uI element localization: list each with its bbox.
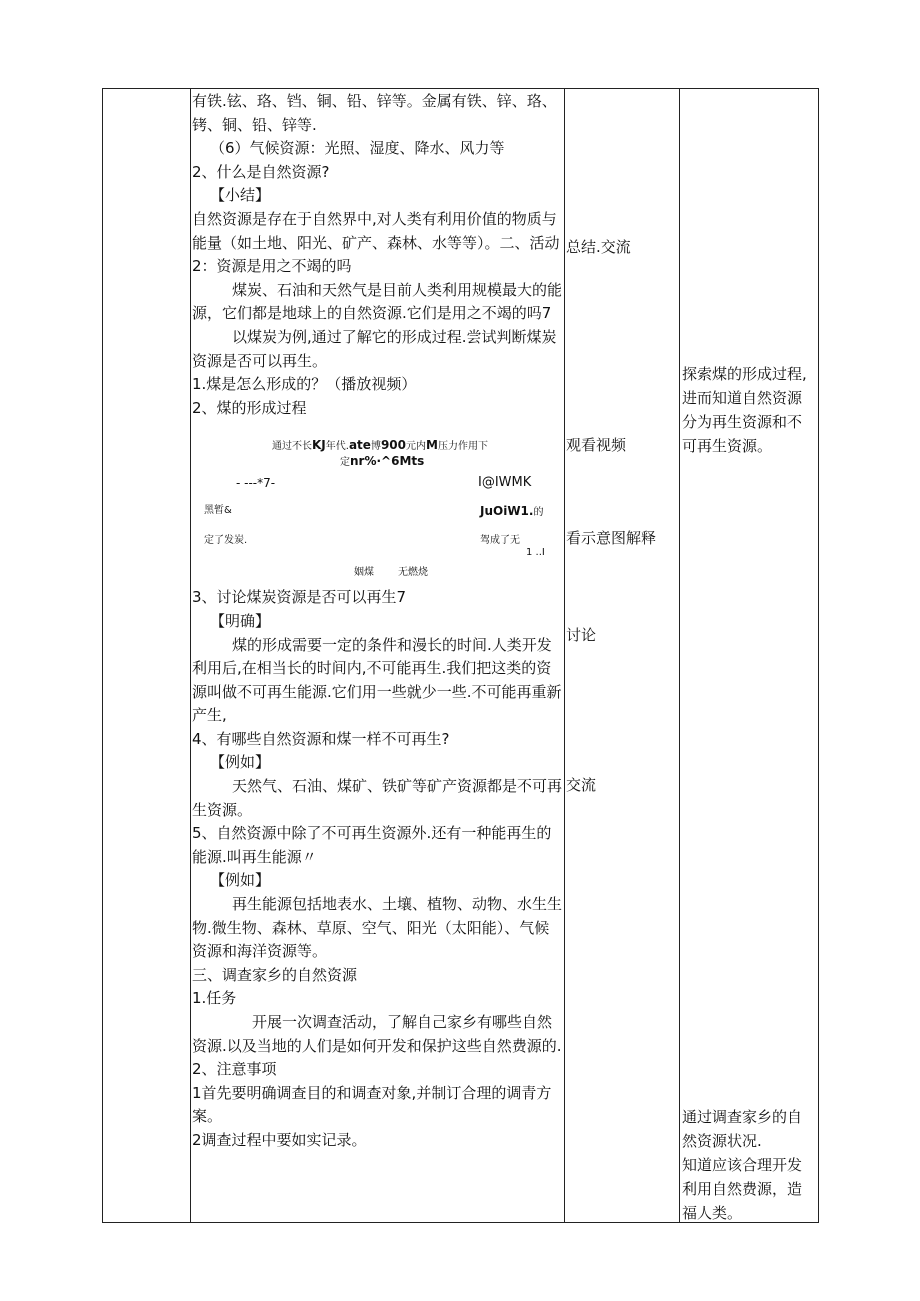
caption-part: 通过不长 bbox=[272, 441, 312, 453]
activity-discussion: 讨论 bbox=[566, 626, 597, 644]
diagram-label-left-1: 黑暂& bbox=[204, 505, 232, 517]
table-border-right bbox=[818, 88, 819, 1223]
metal-list-line-1: 有铁.铉、珞、铛、铜、铅、锌等。金属有铁、锌、珞、 bbox=[192, 92, 557, 110]
caption-part: 元内 bbox=[406, 441, 426, 453]
caption-part: M bbox=[426, 438, 438, 453]
question-nonrenewable-resources: 4、有哪些自然资源和煤一样不可再生? bbox=[192, 729, 450, 748]
summary-text: 自然资源是存在于自然界中,对人类有利用价值的物质与能量（如土地、阳光、矿产、森林、水等等）。二、活动2：资源是用之不竭的吗 bbox=[192, 209, 560, 276]
coal-formation-diagram bbox=[192, 420, 564, 579]
diagram-caption-line-1 bbox=[272, 438, 488, 454]
table-divider-1 bbox=[190, 88, 191, 1223]
task-text: 开展一次调查活动，了解自己家乡有哪些自然资源.以及当地的人们是如何开发和保护这些自然费源的. bbox=[192, 1013, 562, 1055]
caption-part: 博 bbox=[370, 441, 381, 453]
caption-part: nr%·^6Mts bbox=[350, 454, 425, 469]
activity-watch-video: 观看视频 bbox=[566, 436, 627, 454]
note-1: 1首先要明确调查目的和调查对象,并制订合理的调青方案。 bbox=[192, 1083, 552, 1126]
diagram-label-right-1 bbox=[480, 504, 543, 520]
diagram-mark-small: 1 ..I bbox=[526, 547, 545, 559]
note-2: 2调查过程中要如实记录。 bbox=[192, 1130, 367, 1149]
clear-tag: 【明确】 bbox=[210, 611, 271, 630]
climate-resources: （6）气候资源：光照、湿度、降水、风力等 bbox=[210, 139, 505, 158]
question-coal-formation-process: 2、煤的形成过程 bbox=[192, 398, 307, 417]
teaching-content-column bbox=[192, 90, 564, 1153]
question-renewable-energy: 5、自然资源中除了不可再生资源外.还有一种能再生的能源.叫再生能源〃 bbox=[192, 824, 552, 866]
clear-text: 煤的形成需要一定的条件和漫长的时间.人类开发利用后,在相当长的时间内,不可能再生.我们把这类的资源叫做不可再生能源.它们用一些就少一些.不可能再重新产生, bbox=[192, 635, 562, 725]
caption-part: JuOiW1. bbox=[480, 504, 534, 519]
activity-explain-diagram: 看示意图解释 bbox=[566, 529, 657, 547]
activity-exchange: 交流 bbox=[566, 776, 597, 794]
diagram-label-left-2: 定了发炭. bbox=[204, 535, 248, 547]
table-divider-3 bbox=[679, 88, 680, 1223]
table-top-border bbox=[102, 88, 819, 89]
caption-part: KJ bbox=[312, 438, 326, 453]
task-title: 1.任务 bbox=[192, 989, 237, 1008]
purpose-coal-formation: 探索煤的形成过程,进而知道自然资源分为再生资源和不可再生资源。 bbox=[682, 365, 807, 455]
purpose-rational-use: 知道应该合理开发利用自然费源，造福人类。 bbox=[682, 1156, 803, 1222]
diagram-caption-line-2 bbox=[340, 454, 424, 470]
example-tag-1: 【例如】 bbox=[210, 753, 271, 772]
diagram-mark-left: - ---*7- bbox=[236, 476, 276, 491]
activity-summary-exchange: 总结.交流 bbox=[566, 238, 631, 256]
diagram-bottom-left: 姻煤 bbox=[354, 567, 374, 579]
question-coal-formation-video: 1.煤是怎么形成的？（播放视频） bbox=[192, 375, 417, 394]
diagram-label-right-2: 驾成了无 bbox=[480, 535, 520, 547]
summary-tag: 【小结】 bbox=[210, 186, 271, 205]
caption-part: 的 bbox=[533, 507, 544, 519]
question-coal-renewable: 3、讨论煤炭资源是否可以再生7 bbox=[192, 588, 407, 607]
example-tag-2: 【例如】 bbox=[210, 871, 271, 890]
question-what-is-natural-resource: 2、什么是自然资源? bbox=[192, 162, 330, 181]
notes-title: 2、注意事项 bbox=[192, 1060, 277, 1079]
caption-part: 年代. bbox=[325, 441, 349, 453]
diagram-mark-right: I@IWMK bbox=[478, 475, 532, 491]
caption-part: ate bbox=[348, 438, 371, 453]
metal-list-line-2: 铐、铜、铅、锌等. bbox=[192, 115, 317, 134]
example-text-1: 天然气、石油、煤矿、铁矿等矿产资源都是不可再生资源。 bbox=[192, 777, 563, 819]
table-divider-2 bbox=[564, 88, 565, 1223]
diagram-bottom-right: 无燃烧 bbox=[398, 567, 428, 579]
purpose-survey: 通过调查家乡的自然资源状况. bbox=[682, 1108, 803, 1150]
caption-part: 压力作用下 bbox=[437, 441, 488, 453]
coal-example: 以煤炭为例,通过了解它的形成过程.尝试判断煤炭资源是否可以再生。 bbox=[192, 327, 557, 370]
caption-part: 定 bbox=[340, 457, 350, 469]
example-text-2: 再生能源包括地表水、土壤、植物、动物、水生生物.微生物、森林、草原、空气、阳光（太阳能）、气候资源和海洋资源等。 bbox=[192, 895, 563, 961]
caption-part: 900 bbox=[380, 438, 406, 453]
section-survey-hometown: 三、调查家乡的自然资源 bbox=[192, 965, 358, 984]
coal-intro: 煤炭、石油和天然气是目前人类利用规模最大的能源，它们都是地球上的自然资源.它们是用之不竭的吗7 bbox=[192, 280, 563, 323]
table-border-left bbox=[102, 88, 103, 1223]
